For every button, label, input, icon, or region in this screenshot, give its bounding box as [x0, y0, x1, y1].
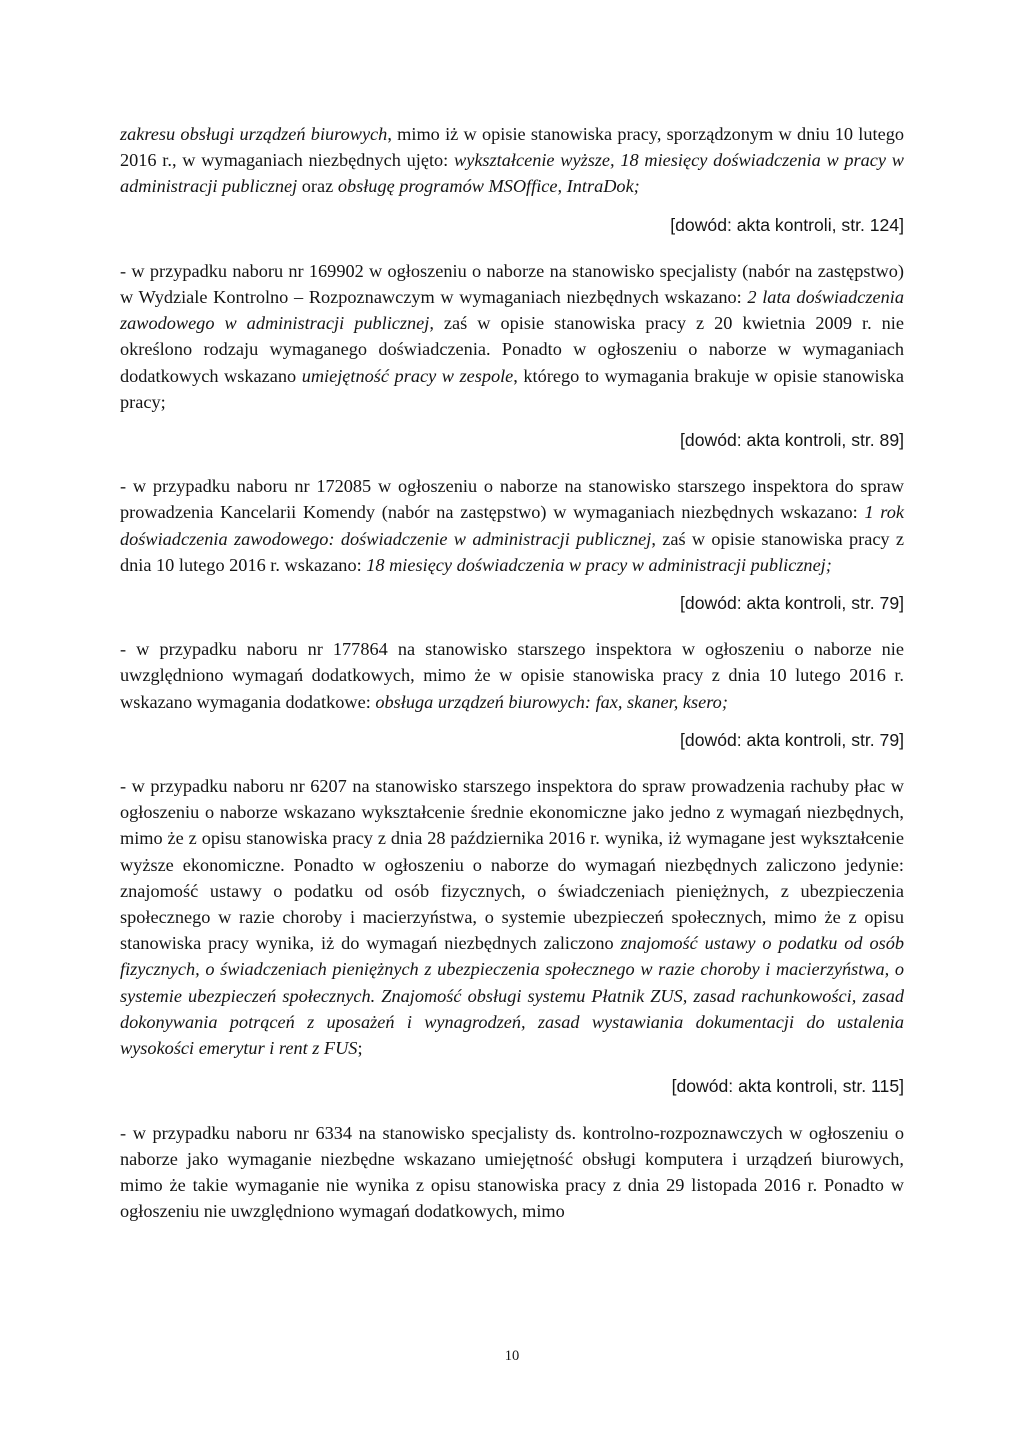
paragraph-6: [120, 1120, 904, 1225]
evidence-reference: [dowód: akta kontroli, str. 115]: [671, 1076, 904, 1097]
paragraph-5: [120, 773, 904, 1061]
document-body: [120, 121, 904, 1224]
evidence-reference: [dowód: akta kontroli, str. 79]: [680, 593, 904, 614]
text: - w przypadku naboru nr 6207 na stanowisko starszego inspektora do spraw prowadzenia rachuby płac w ogłoszeniu o naborze wskazano wykształcenie średnie ekonomiczne jako jedno z wymagań niezbędnych, mimo że z opisu stanowiska pracy z dnia 28 października 2016 r. wynika, iż wymagane jest wykształcenie wyższe ekonomiczne. Ponadto w ogłoszeniu o naborze do wymagań niezbędnych zaliczono jedynie: znajomość ustawy o podatku od osób fizycznych, o świadczeniach pieniężnych, z ubezpieczenia społecznego w razie choroby i macierzyństwa, o systemie ubezpieczeń społecznych, mimo że z opisu stanowiska pracy wynika, iż do wymagań niezbędnych zaliczono: [120, 776, 904, 954]
evidence-reference: [dowód: akta kontroli, str. 124]: [670, 214, 904, 235]
text: - w przypadku naboru nr 177864 na stanowisko starszego inspektora w ogłoszeniu o naborze nie uwzględniono wymagań dodatkowych, mimo że w opisie stanowiska pracy z dnia 10 lutego 2016 r. wskazano wymagania dodatkowe:: [120, 639, 904, 712]
italic-text: znajomość ustawy o podatku od osób fizycznych, o świadczeniach pieniężnych z ubezpieczenia społecznego w razie choroby i macierzyństwa, o systemie ubezpieczeń społecznych. Znajomość obsługi systemu Płatnik ZUS, zasad rachunkowości, zasad dokonywania potrąceń z uposażeń i wynagrodzeń, zasad wystawiania dokumentacji do ustalenia wysokości emerytur i rent z FUS: [120, 933, 904, 1059]
text: ;: [357, 1038, 363, 1059]
text: zaś w opisie stanowiska pracy z 20 kwietnia 2009 r. nie określono rodzaju wymaganego doświadczenia. Ponadto w ogłoszeniu o naborze w wymaganiach dodatkowych wskazano: [120, 313, 904, 386]
text: - w przypadku naboru nr 172085 w ogłoszeniu o naborze na stanowisko starszego inspektora do spraw prowadzenia Kancelarii Komendy (nabór na zastępstwo) w wymaganiach niezbędnych wskazano:: [120, 476, 904, 523]
italic-text: obsługa urządzeń biurowych: fax, skaner, ksero;: [375, 691, 728, 712]
evidence-reference: [dowód: akta kontroli, str. 79]: [680, 729, 904, 750]
italic-text: umiejętność pracy w zespole: [301, 365, 514, 386]
text: , zaś w opisie stanowiska pracy z dnia 10 lutego 2016 r. wskazano:: [120, 528, 905, 575]
paragraph-2: [120, 258, 904, 415]
italic-text: obsługę programów MSOffice, IntraDok;: [337, 176, 640, 197]
italic-text: 18 miesięcy doświadczenia w pracy w administracji publicznej;: [366, 554, 832, 575]
page-number: 10: [504, 1348, 520, 1364]
italic-text: zakresu obsługi urządzeń biurowych: [120, 124, 388, 144]
text: - w przypadku naboru nr 6334 na stanowisko specjalisty ds. kontrolno-rozpoznawczych w ogłoszeniu o naborze jako wymaganie niezbędne wskazano umiejętność obsługi komputera i urządzeń biurowych, mimo że takie wymaganie nie wynika z opisu stanowiska pracy z dnia 29 listopada 2016 r. Ponadto w ogłoszeniu nie uwzględniono wymagań dodatkowych, mimo: [120, 1122, 904, 1222]
paragraph-3: [120, 473, 904, 578]
paragraph-4: [120, 636, 904, 715]
paragraph-1: [120, 121, 904, 200]
text: , mimo iż w opisie stanowiska pracy, sporządzonym w dniu 10 lutego 2016 r., w wymaganiach niezbędnych ujęto:: [120, 124, 904, 171]
text: - w przypadku naboru nr 169902 w ogłoszeniu o naborze na stanowisko specjalisty (nabór na zastępstwo) w Wydziale Kontrolno – Rozpoznawczym w wymaganiach niezbędnych wskazano:: [120, 260, 904, 308]
italic-text: wykształcenie wyższe, 18 miesięcy doświadczenia w pracy w administracji publicznej: [120, 150, 904, 197]
italic-text: 1 rok doświadczenia zawodowego: doświadczenie w administracji publicznej: [120, 502, 904, 549]
text: , którego to wymagania brakuje w opisie stanowiska pracy;: [120, 365, 904, 412]
text: oraz: [297, 176, 338, 197]
evidence-reference: [dowód: akta kontroli, str. 89]: [680, 430, 904, 451]
italic-text: 2 lata doświadczenia zawodowego w administracji publicznej,: [120, 287, 905, 334]
